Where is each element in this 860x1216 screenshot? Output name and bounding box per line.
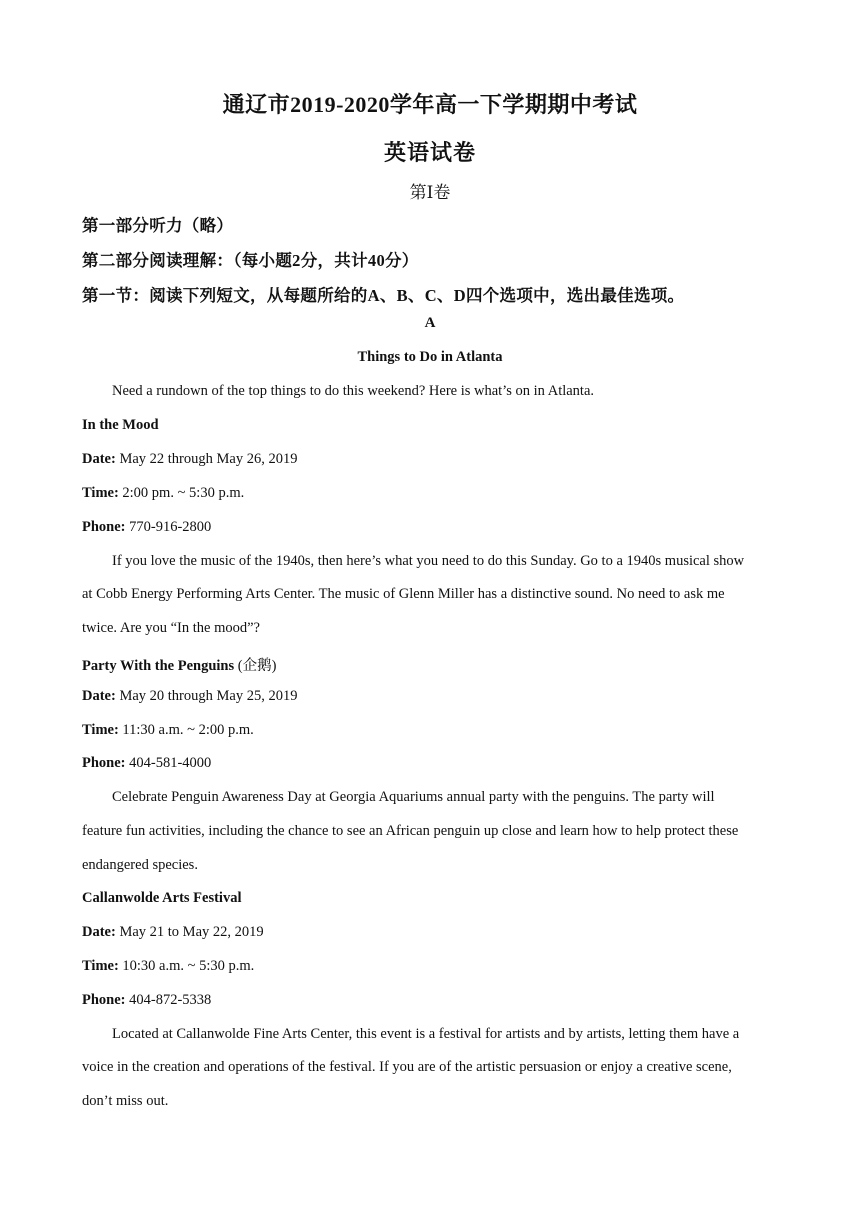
event-desc-line: If you love the music of the 1940s, then here’s what you need to do this Sunday. Go to a 1940s musical show xyxy=(112,553,745,569)
event-desc-line: Located at Callanwolde Fine Arts Center, this event is a festival for artists and by artists, letting them have a xyxy=(112,1026,740,1042)
event-name: Party With the Penguins (企鹅) xyxy=(82,658,277,674)
exam-subtitle: 英语试卷 xyxy=(383,140,476,165)
event-desc-line: twice. Are you “In the mood”? xyxy=(82,620,260,636)
event-phone: Phone: 770-916-2800 xyxy=(82,519,212,535)
part1-instruction: 第一部分听力（略） xyxy=(82,216,234,235)
event-time: Time: 2:00 pm. ~ 5:30 p.m. xyxy=(82,485,245,501)
exam-title: 通辽市2019-2020学年高一下学期期中考试 xyxy=(222,92,638,117)
event-phone: Phone: 404-581-4000 xyxy=(82,755,212,771)
event-time: Time: 10:30 a.m. ~ 5:30 p.m. xyxy=(82,958,255,974)
event-phone: Phone: 404-872-5338 xyxy=(82,992,212,1008)
part2-instruction: 第二部分阅读理解：（每小题2分，共计40分） xyxy=(82,251,419,270)
event-name: In the Mood xyxy=(82,417,159,433)
event-date: Date: May 21 to May 22, 2019 xyxy=(82,924,264,940)
event-desc-line: Celebrate Penguin Awareness Day at Georgia Aquariums annual party with the penguins. The party will xyxy=(112,789,715,805)
volume-label: 第Ⅰ卷 xyxy=(409,183,451,202)
event-time: Time: 11:30 a.m. ~ 2:00 p.m. xyxy=(82,722,254,738)
event-desc-line: don’t miss out. xyxy=(82,1093,169,1109)
event-desc-line: endangered species. xyxy=(82,857,198,873)
event-desc-line: at Cobb Energy Performing Arts Center. The music of Glenn Miller has a distinctive sound. No need to ask me xyxy=(82,586,725,602)
event-date: Date: May 22 through May 26, 2019 xyxy=(82,451,298,467)
event-desc-line: voice in the creation and operations of the festival. If you are of the artistic persuasion or enjoy a creative scene, xyxy=(82,1059,732,1075)
event-name: Callanwolde Arts Festival xyxy=(82,890,242,906)
section1-instruction: 第一节：阅读下列短文，从每题所给的A、B、C、D四个选项中，选出最佳选项。 xyxy=(82,286,685,305)
passage-title: Things to Do in Atlanta xyxy=(357,349,503,365)
event-date: Date: May 20 through May 25, 2019 xyxy=(82,688,298,704)
event-desc-line: feature fun activities, including the chance to see an African penguin up close and learn how to help protect these xyxy=(82,823,739,839)
passage-letter: A xyxy=(424,315,436,331)
passage-intro: Need a rundown of the top things to do this weekend? Here is what’s on in Atlanta. xyxy=(112,383,595,399)
